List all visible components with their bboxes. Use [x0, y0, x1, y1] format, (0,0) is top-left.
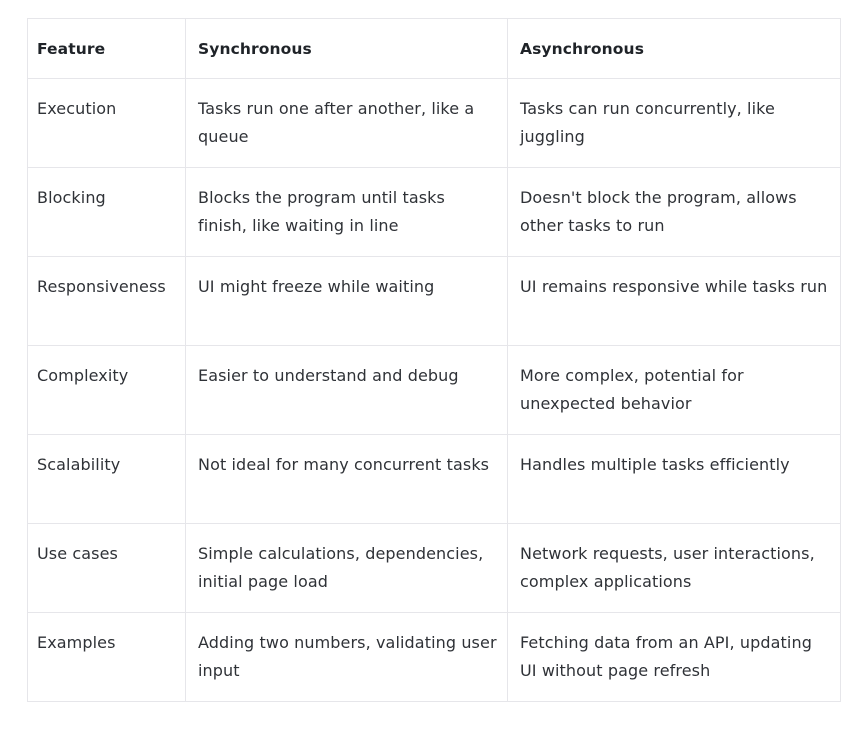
feature-cell: Execution: [28, 79, 186, 168]
feature-cell: Scalability: [28, 435, 186, 524]
synchronous-cell: Blocks the program until tasks finish, like waiting in line: [186, 168, 508, 257]
table-row: [28, 524, 841, 613]
asynchronous-cell: Doesn't block the program, allows other tasks to run: [508, 168, 841, 257]
comparison-table-container: [27, 18, 840, 702]
table-row: [28, 168, 841, 257]
asynchronous-cell: Network requests, user interactions, complex applications: [508, 524, 841, 613]
synchronous-cell: Simple calculations, dependencies, initial page load: [186, 524, 508, 613]
header-synchronous: Synchronous: [186, 19, 508, 79]
asynchronous-cell: UI remains responsive while tasks run: [508, 257, 841, 346]
header-asynchronous: Asynchronous: [508, 19, 841, 79]
table-row: [28, 79, 841, 168]
header-feature: Feature: [28, 19, 186, 79]
table-row: [28, 435, 841, 524]
comparison-table: [27, 18, 841, 702]
asynchronous-cell: Tasks can run concurrently, like juggling: [508, 79, 841, 168]
synchronous-cell: Tasks run one after another, like a queue: [186, 79, 508, 168]
synchronous-cell: Not ideal for many concurrent tasks: [186, 435, 508, 524]
feature-cell: Blocking: [28, 168, 186, 257]
asynchronous-cell: Handles multiple tasks efficiently: [508, 435, 841, 524]
table-row: [28, 613, 841, 702]
synchronous-cell: Easier to understand and debug: [186, 346, 508, 435]
asynchronous-cell: More complex, potential for unexpected behavior: [508, 346, 841, 435]
asynchronous-cell: Fetching data from an API, updating UI without page refresh: [508, 613, 841, 702]
feature-cell: Use cases: [28, 524, 186, 613]
table-body: [28, 79, 841, 702]
header-row: [28, 19, 841, 79]
table-row: [28, 257, 841, 346]
feature-cell: Responsiveness: [28, 257, 186, 346]
synchronous-cell: Adding two numbers, validating user input: [186, 613, 508, 702]
table-header: [28, 19, 841, 79]
table-row: [28, 346, 841, 435]
synchronous-cell: UI might freeze while waiting: [186, 257, 508, 346]
feature-cell: Complexity: [28, 346, 186, 435]
feature-cell: Examples: [28, 613, 186, 702]
